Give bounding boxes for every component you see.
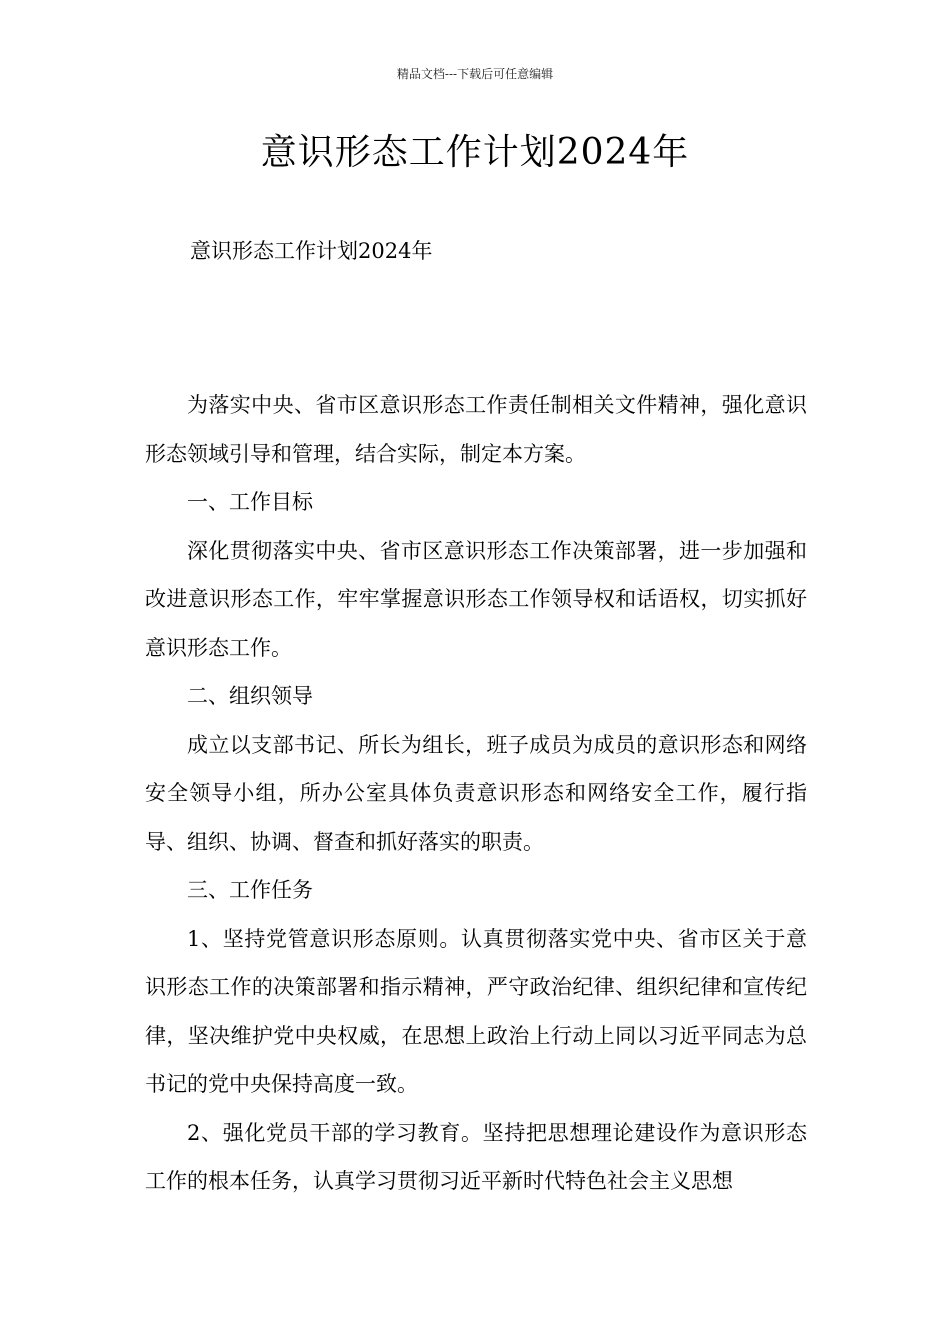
- task-paragraph-1: 1、坚持党管意识形态原则。认真贯彻落实党中央、省市区关于意识形态工作的决策部署和指示精神，严守政治纪律、组织纪律和宣传纪律，坚决维护党中央权威，在思想上政治上行动上同以习近平同志为总书记的党中央保持高度一致。: [145, 926, 807, 1096]
- leadership-paragraph: 成立以支部书记、所长为组长，班子成员为成员的意识形态和网络安全领导小组，所办公室具体负责意识形态和网络安全工作，履行指导、组织、协调、督查和抓好落实的职责。: [145, 732, 807, 854]
- header-note: 精品文档---下载后可任意编辑: [396, 67, 554, 81]
- section-heading-tasks: 三、工作任务: [187, 878, 313, 902]
- document-subtitle: 意识形态工作计划2024年: [190, 239, 433, 263]
- goals-paragraph: 深化贯彻落实中央、省市区意识形态工作决策部署，进一步加强和改进意识形态工作，牢牢掌握意识形态工作领导权和话语权，切实抓好意识形态工作。: [145, 538, 807, 660]
- document-body: [145, 381, 807, 1206]
- task-paragraph-2: 2、强化党员干部的学习教育。坚持把思想理论建设作为意识形态工作的根本任务，认真学习贯彻习近平新时代特色社会主义思想: [145, 1120, 807, 1193]
- intro-paragraph: 为落实中央、省市区意识形态工作责任制相关文件精神，强化意识形态领域引导和管理，结合实际，制定本方案。: [145, 393, 807, 466]
- section-heading-leadership: 二、组织领导: [187, 684, 313, 708]
- section-heading-goals: 一、工作目标: [187, 490, 313, 514]
- document-title: 意识形态工作计划2024年: [260, 132, 690, 173]
